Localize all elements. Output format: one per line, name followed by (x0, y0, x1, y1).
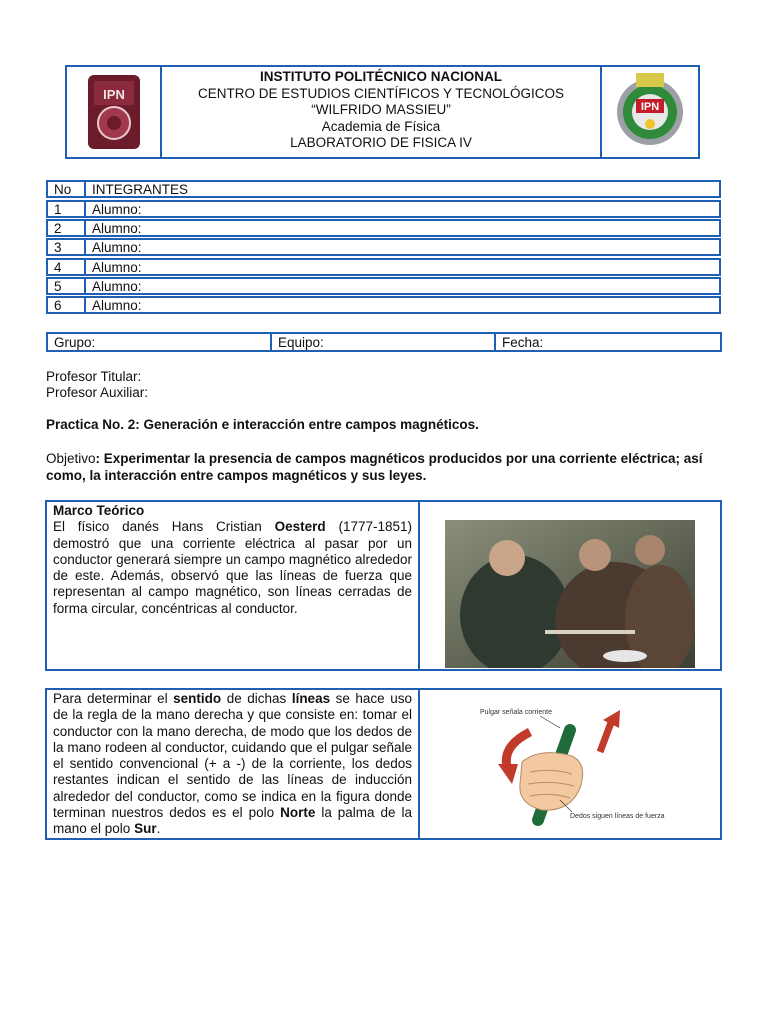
row-number: 2 (48, 221, 86, 235)
regla-text-1: Para determinar el (53, 691, 174, 706)
student-field[interactable]: Alumno: (92, 297, 142, 313)
lab-name: LABORATORIO DE FISICA IV (290, 135, 472, 150)
right-logo-cell (600, 67, 698, 157)
table-row (46, 200, 721, 218)
group-info-row (46, 332, 722, 352)
curl-arrow-icon (498, 764, 518, 784)
objective-paragraph (46, 451, 722, 484)
table-row (46, 219, 721, 237)
profesor-titular-label: Profesor Titular: (46, 369, 142, 384)
regla-text (47, 690, 420, 838)
marco-text-1: El físico danés Hans Cristian (53, 519, 275, 535)
right-hand-rule-figure-cell (420, 690, 720, 838)
table-row (46, 296, 721, 314)
oersted-image-cell (420, 502, 720, 669)
student-field[interactable]: Alumno: (92, 259, 142, 275)
marco-teorico-text (47, 502, 420, 669)
regla-bold-sentido: sentido (173, 691, 222, 706)
practice-title: Practica No. 2: Generación e interacción entre campos magnéticos. (46, 417, 479, 432)
student-field[interactable]: Alumno: (92, 278, 142, 294)
marco-teorico-title: Marco Teórico (53, 503, 145, 518)
ipn-logo-icon (84, 73, 144, 151)
right-hand-rule-figure (460, 692, 670, 838)
center-name: CENTRO DE ESTUDIOS CIENTÍFICOS Y TECNOLÓGICOS (197, 85, 565, 101)
grupo-field[interactable]: Grupo: (48, 334, 272, 350)
marco-teorico-box (45, 500, 722, 671)
right-logo-text: IPN (640, 101, 660, 113)
regla-text-4: la palma de la mano el polo (53, 805, 412, 837)
objective-label: Objetivo (46, 451, 96, 466)
regla-text-5: . (156, 821, 161, 837)
col-no-header: No (48, 182, 86, 196)
regla-bold-lineas: líneas (291, 691, 331, 706)
academy-name: Academia de Física (321, 118, 441, 134)
student-field[interactable]: Alumno: (92, 201, 142, 217)
profesor-auxiliar-label: Profesor Auxiliar: (46, 385, 149, 400)
regla-bold-sur: Sur (134, 821, 157, 837)
row-number: 1 (48, 202, 86, 216)
table-row (46, 258, 721, 276)
figure-label-top: Pulgar señala corriente (480, 709, 552, 716)
school-name: “WILFRIDO MASSIEU” (311, 102, 451, 117)
row-number: 5 (48, 279, 86, 293)
col-integrantes-header: INTEGRANTES (92, 181, 189, 197)
oersted-experiment-image (445, 520, 695, 668)
cecyt-logo-icon (614, 69, 686, 155)
row-number: 3 (48, 240, 86, 254)
equipo-field[interactable]: Equipo: (272, 334, 496, 350)
fecha-field[interactable]: Fecha: (502, 335, 544, 350)
student-field[interactable]: Alumno: (92, 239, 142, 255)
marco-teorico-body (53, 519, 412, 617)
regla-text-2: de dichas (221, 691, 292, 706)
student-field[interactable]: Alumno: (92, 220, 142, 236)
marco-text-2: (1777-1851) demostró que una corriente eléctrica al pasar por un conductor generará siempre un campo magnético alrededor de este. Además, observó que las líneas de fuerza que representan al campo magnético, son líneas cerradas de forma circular, concéntricas al conductor. (53, 519, 412, 616)
regla-mano-derecha-box (45, 688, 722, 840)
header-title-block (162, 67, 600, 157)
regla-bold-norte: Norte (280, 805, 316, 821)
table-row (46, 238, 721, 256)
left-logo-text: IPN (102, 87, 125, 102)
institution-name: INSTITUTO POLITÉCNICO NACIONAL (260, 69, 502, 84)
table-row (46, 277, 721, 295)
members-header-row (46, 180, 721, 198)
hand-icon (520, 753, 583, 811)
figure-label-bottom: Dedos siguen líneas de fuerza (570, 813, 665, 820)
regla-text-3: se hace uso de la regla de la mano derecha y que consiste en: tomar el conductor con la mano derecha, de modo que los dedos de la mano rodeen al conductor, cuidando que el pulgar señale el sentido convencional (+ a -) de la corriente, los dedos restantes indican el sentido de las líneas de inducción alrededor del conductor, como se indica en la figura donde terminan nuestros dedos es el polo (53, 691, 412, 821)
objective-text: : Experimentar la presencia de campos magnéticos producidos por una corriente eléctrica; así como, la interacción entre campos magnéticos y sus leyes. (46, 451, 703, 483)
row-number: 4 (48, 260, 86, 274)
left-logo-cell (67, 67, 162, 157)
document-header (65, 65, 700, 159)
oesterd-name: Oesterd (274, 519, 326, 535)
row-number: 6 (48, 298, 86, 312)
